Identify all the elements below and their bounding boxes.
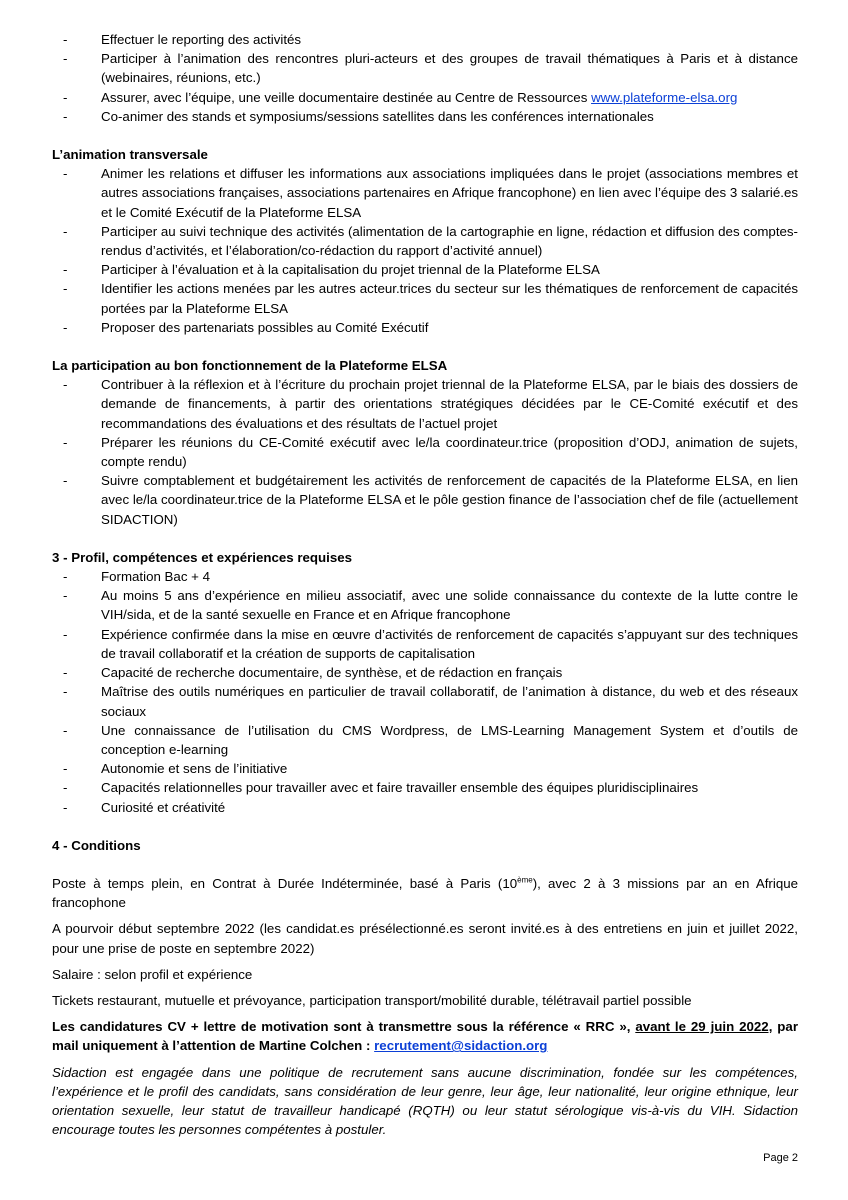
list-item — [52, 778, 798, 797]
dash-bullet: - — [63, 473, 68, 489]
conditions-section — [52, 836, 798, 1140]
list-item — [52, 260, 798, 279]
dash-bullet: - — [63, 434, 68, 450]
section — [52, 356, 798, 529]
link[interactable]: recrutement@sidaction.org — [374, 1038, 548, 1054]
dash-bullet: - — [63, 281, 68, 297]
superscript: ème — [517, 875, 533, 885]
list-item-text: Effectuer le reporting des activités — [101, 32, 302, 47]
list-item — [52, 721, 798, 759]
document-body — [52, 30, 798, 1146]
section — [52, 548, 798, 817]
list-item — [52, 682, 798, 720]
section-heading: La participation au bon fonctionnement de la Plateforme ELSA — [52, 358, 448, 374]
list-item — [52, 279, 798, 317]
list-item-text: Curiosité et créativité — [101, 799, 226, 815]
section-heading: 3 - Profil, compétences et expériences requises — [52, 549, 353, 565]
list-item — [52, 88, 798, 107]
section — [52, 145, 798, 337]
paragraph — [52, 991, 798, 1010]
page-number: Page 2 — [763, 1152, 798, 1164]
list-item-text: Suivre comptablement et budgétairement les activités de renforcement de capacités de la Plateforme ELSA, en lien avec le/la coordinateur.trice de la Plateforme ELSA et le pôle gestion finance de l’association chef de file (actuellement SIDACTION) — [101, 473, 798, 527]
list-item-text: Capacité de recherche documentaire, de synthèse, et de rédaction en français — [101, 665, 563, 681]
text-segment: Tickets restaurant, mutuelle et prévoyance, participation transport/mobilité durable, télétravail partiel possible — [52, 992, 692, 1008]
dash-bullet: - — [63, 319, 68, 335]
list-item-text: Participer au suivi technique des activités (alimentation de la cartographie en ligne, rédaction et diffusion des comptes-rendus d’activités, et l’élaboration/co-rédaction du rapport d’activité annuel) — [101, 223, 798, 259]
list-item — [52, 759, 798, 778]
paragraph — [52, 1017, 798, 1055]
paragraph — [52, 965, 798, 984]
dash-bullet: - — [63, 51, 68, 67]
text-segment: Sidaction est engagée dans une politique de recrutement sans aucune discrimination, fondée sur les compétences, l’expérience et le profil des candidats, sans considération de leur genre, leur âge, leur nationalité, leur origine ethnique, leur orientation sexuelle, leur statut de travailleur handicapé (RQTH) ou leur statut sérologique vis-à-vis du VIH. Sidaction encourage toutes les personnes compétentes à postuler. — [52, 1064, 798, 1138]
dash-bullet: - — [63, 588, 68, 604]
text-segment: Les candidatures CV + lettre de motivation sont à transmettre sous la référence « RRC », — [52, 1019, 636, 1035]
dash-bullet: - — [63, 166, 68, 182]
list-item-text: Proposer des partenariats possibles au Comité Exécutif — [101, 319, 429, 335]
list-item — [52, 375, 798, 433]
dash-bullet: - — [63, 569, 68, 585]
text-segment: Poste à temps plein, en Contrat à Durée Indéterminée, basé à Paris (10 — [52, 875, 518, 891]
list-item-text: Expérience confirmée dans la mise en œuvre d’activités de renforcement de capacités s’appuyant sur des techniques de travail collaboratif et la création de supports de capitalisation — [101, 626, 798, 661]
dash-bullet: - — [63, 377, 68, 393]
list-item-text: Identifier les actions menées par les autres acteur.trices du secteur sur les thématiques de renforcement de capacités portées par la Plateforme ELSA — [101, 281, 798, 316]
dash-bullet: - — [63, 665, 68, 681]
paragraph — [52, 919, 798, 957]
link[interactable]: www.plateforme-elsa.org — [591, 89, 738, 105]
dash-bullet: - — [63, 262, 68, 278]
dash-bullet: - — [63, 780, 68, 796]
list-item-text: Autonomie et sens de l’initiative — [101, 761, 288, 777]
dash-bullet: - — [63, 722, 68, 738]
list-item-text: Participer à l’évaluation et à la capitalisation du projet triennal de la Plateforme ELSA — [101, 262, 600, 278]
list-item — [52, 318, 798, 337]
paragraph — [52, 874, 798, 912]
list-item-text: Une connaissance de l’utilisation du CMS Wordpress, de LMS-Learning Management System et d’outils de conception e-learning — [101, 722, 798, 757]
section-heading: L’animation transversale — [52, 147, 208, 163]
bullet-list — [52, 164, 798, 337]
list-item — [52, 49, 798, 87]
text-segment: par mail uniquement à l’attention de Martine Colchen : — [52, 1019, 798, 1054]
list-item — [52, 798, 798, 817]
list-item — [52, 222, 798, 260]
list-item-text: Préparer les réunions du CE-Comité exécutif avec le/la coordinateur.trice (proposition d’ODJ, animation de sujets, compte rendu) — [101, 434, 798, 470]
section-heading: 4 - Conditions — [52, 837, 141, 853]
list-item-text: Au moins 5 ans d’expérience en milieu associatif, avec une solide connaissance du contexte de la lutte contre le VIH/sida, et de la santé sexuelle en France et en Afrique francophone — [101, 588, 798, 623]
section — [52, 30, 798, 126]
list-item — [52, 433, 798, 471]
dash-bullet: - — [63, 32, 68, 47]
underlined-text: avant le 29 juin 2022, — [635, 1019, 773, 1035]
dash-bullet: - — [63, 223, 68, 239]
list-item-text: Formation Bac + 4 — [101, 569, 211, 585]
list-item-text: Contribuer à la réflexion et à l’écriture du prochain projet triennal de la Plateforme ELSA, par le biais des dossiers de demande de financements, à partir des orientations stratégiques décidées par le CE-Comité exécutif et des recommandations des évaluations et des résultats de l’actuel projet — [101, 377, 798, 431]
bullet-list — [52, 375, 798, 529]
list-item — [52, 663, 798, 682]
text-segment: Salaire : selon profil et expérience — [52, 966, 253, 982]
list-item — [52, 567, 798, 586]
list-item — [52, 625, 798, 663]
list-item-text: Capacités relationnelles pour travailler avec et faire travailler ensemble des équipes pluridisciplinaires — [101, 780, 699, 796]
dash-bullet: - — [63, 761, 68, 777]
list-item-text: Animer les relations et diffuser les informations aux associations impliquées dans le projet (associations membres et autres associations françaises, associations partenaires en Afrique francophone) en lien avec l’équipe des 3 salarié.es et le Comité Exécutif de la Plateforme ELSA — [101, 166, 798, 220]
list-item-text: Participer à l’animation des rencontres pluri-acteurs et des groupes de travail thématiques à Paris et à distance (webinaires, réunions, etc.) — [101, 51, 798, 86]
dash-bullet: - — [63, 89, 68, 105]
list-item — [52, 586, 798, 624]
list-item — [52, 107, 798, 126]
text-segment: Assurer, avec l’équipe, une veille documentaire destinée au Centre de Ressources — [101, 89, 592, 105]
list-item-text: Co-animer des stands et symposiums/sessions satellites dans les conférences internationales — [101, 108, 654, 124]
bullet-list — [52, 30, 798, 126]
dash-bullet: - — [63, 626, 68, 642]
list-item — [52, 471, 798, 529]
bullet-list — [52, 567, 798, 817]
dash-bullet: - — [63, 799, 68, 815]
paragraph — [52, 1063, 798, 1140]
dash-bullet: - — [63, 684, 68, 700]
list-item-text: Maîtrise des outils numériques en particulier de travail collaboratif, de l’animation à distance, du web et des réseaux sociaux — [101, 684, 798, 719]
text-segment: ), avec 2 à 3 missions par an en Afrique francophone — [52, 875, 799, 911]
text-segment: A pourvoir début septembre 2022 (les candidat.es présélectionné.es seront invité.es à des entretiens en juin et juillet 2022, pour une prise de poste en septembre 2022) — [52, 921, 798, 956]
dash-bullet: - — [63, 108, 68, 124]
list-item — [52, 30, 798, 49]
list-item — [52, 164, 798, 222]
